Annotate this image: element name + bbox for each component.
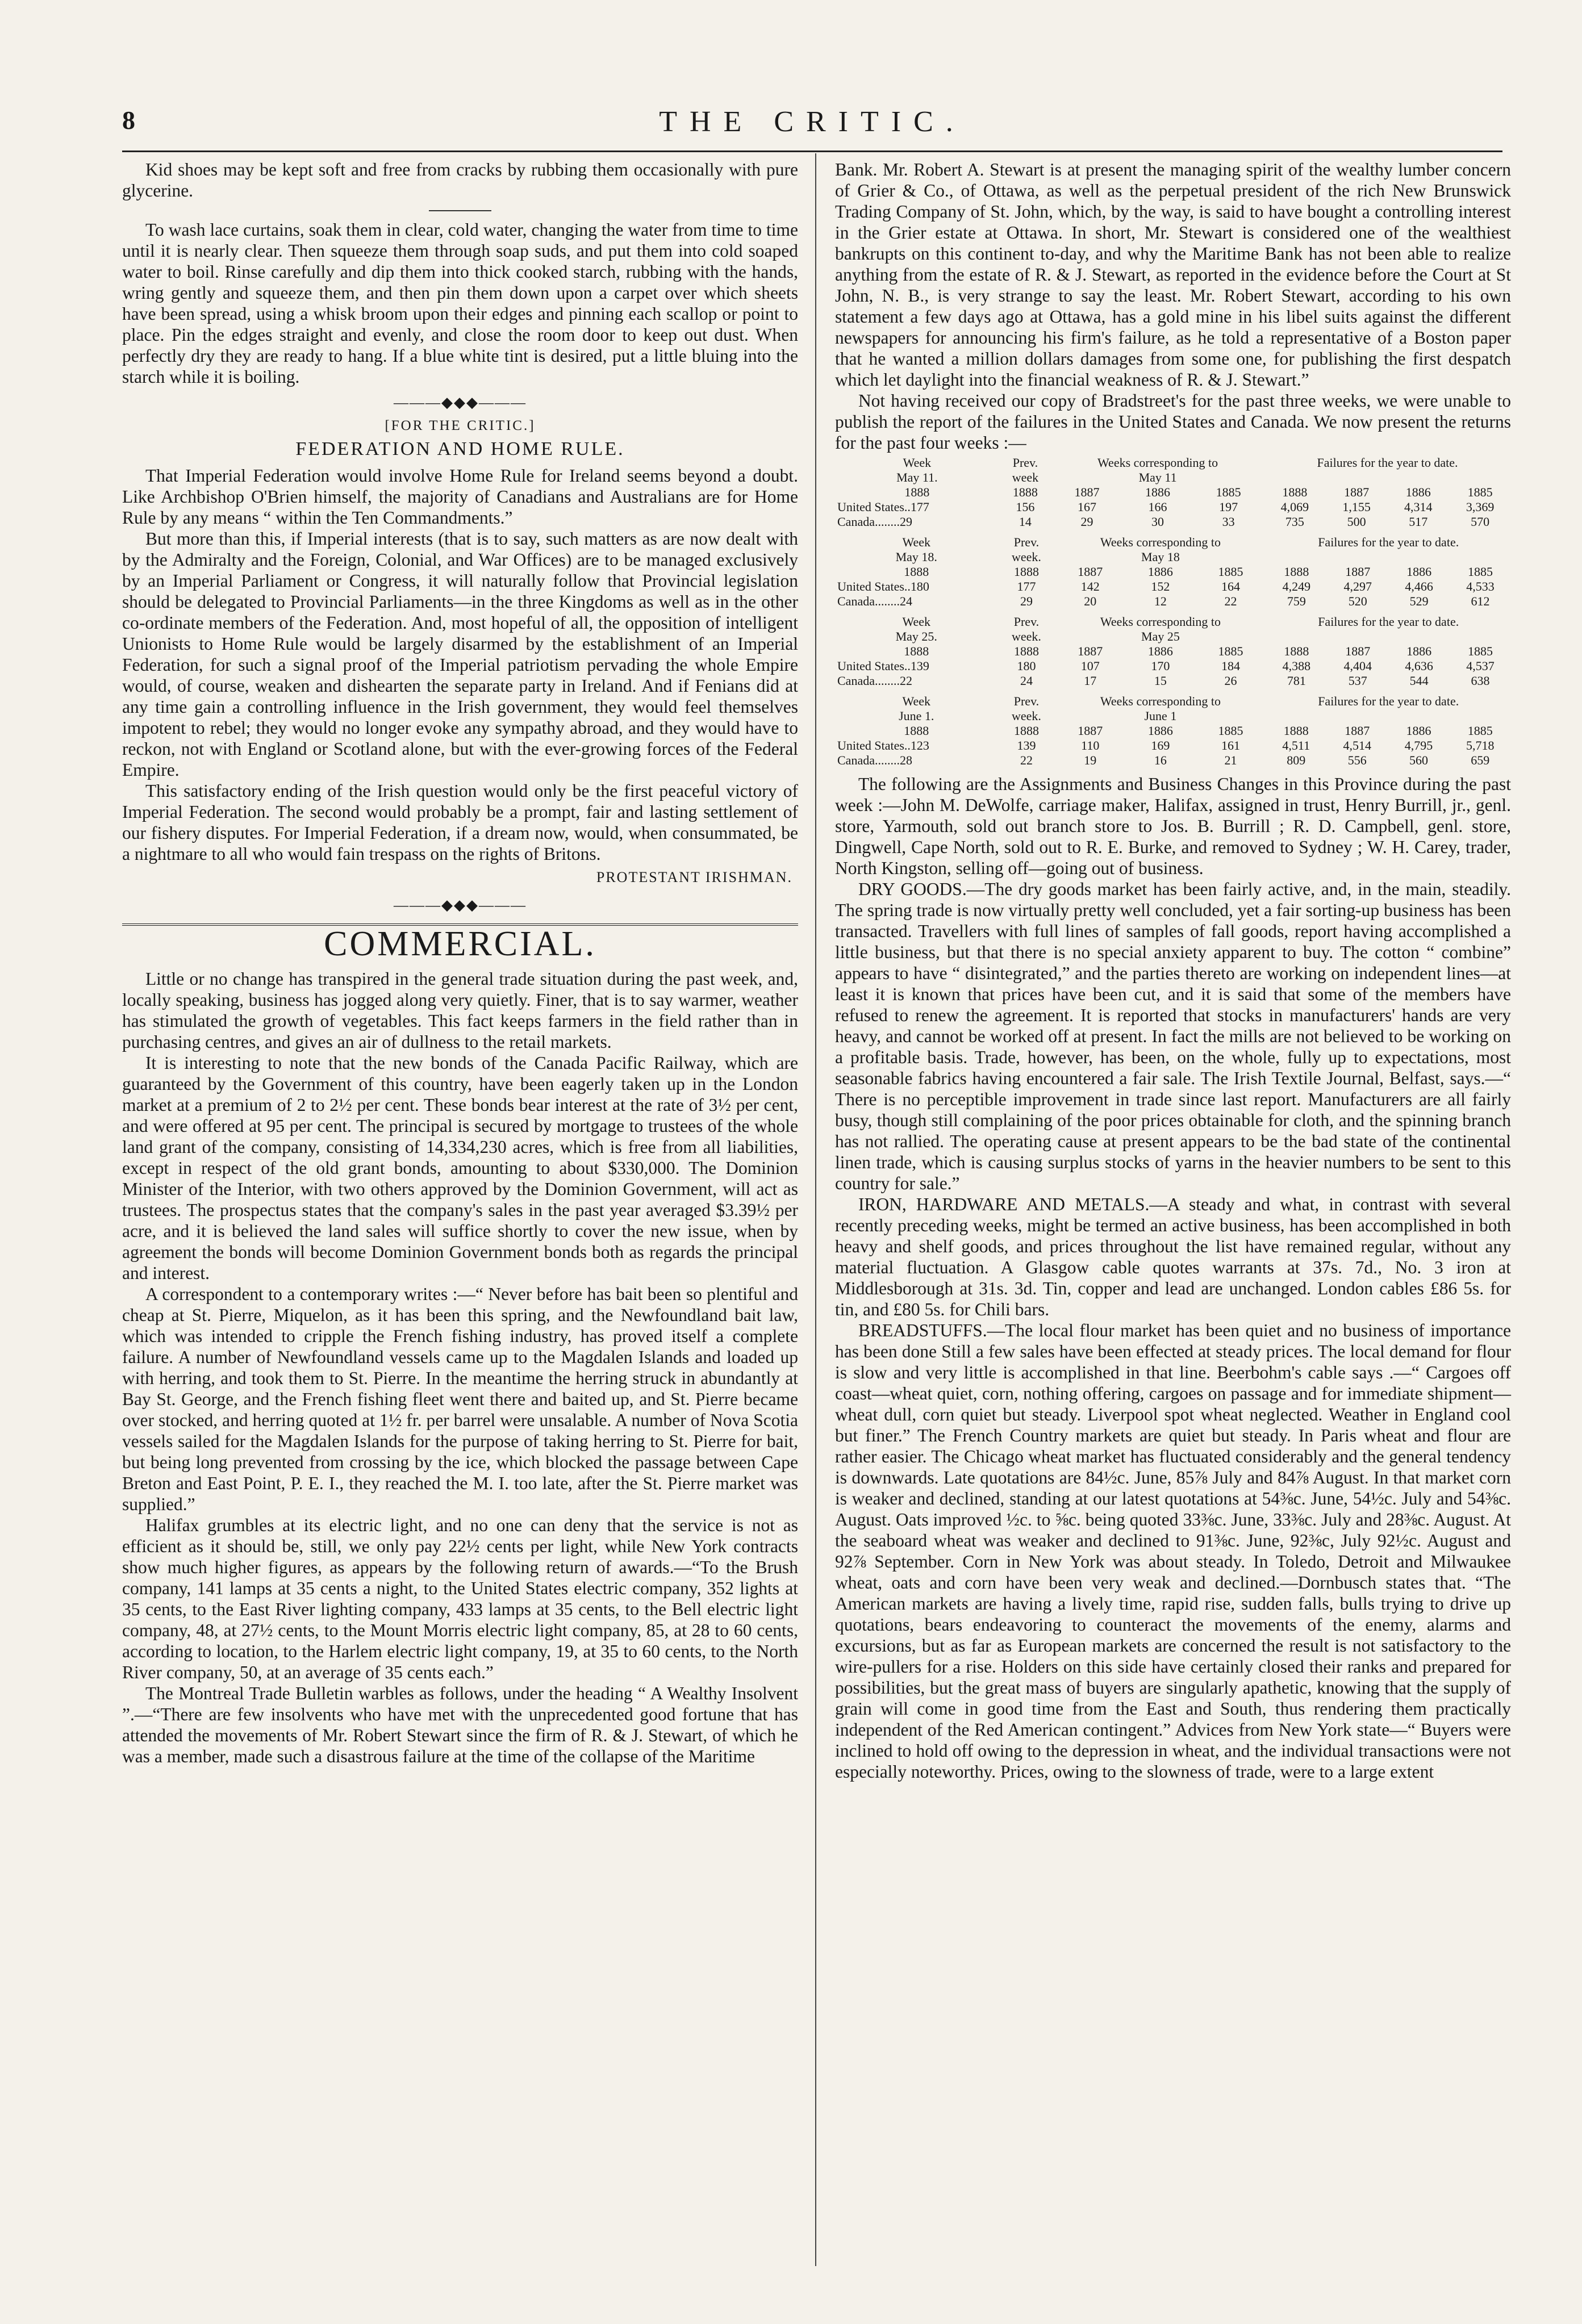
table-cell: 161 (1221, 738, 1241, 753)
year-cell: 1885 (1218, 644, 1243, 658)
year-cell: 1885 (1468, 565, 1493, 579)
header-cell: Failures for the year to date. (1317, 455, 1458, 470)
ornament-divider: ———◆◆◆——— (394, 897, 527, 913)
failures-table (835, 535, 1511, 609)
header-cell: Weeks corresponding to (1097, 455, 1218, 470)
year-cell: 1888 (1284, 565, 1309, 579)
header-cell: week. (1011, 709, 1041, 723)
year-cell: 1888 (1013, 565, 1039, 579)
row-label: Canada........24 (837, 594, 912, 608)
table-row-years (835, 485, 1511, 500)
table-row (835, 629, 1511, 644)
year-cell: 1888 (904, 485, 930, 499)
table-row (835, 550, 1511, 565)
year-cell: 1888 (1013, 724, 1039, 738)
header-cell (1266, 629, 1511, 644)
header-cell: Week (902, 694, 930, 708)
header-cell: Prev. (1013, 694, 1040, 708)
left-column (122, 159, 798, 1767)
header-cell: Prev. (1013, 535, 1040, 549)
paragraph-commercial-3: A correspondent to a contemporary writes :—“ Never before has bait been so plentiful and cheap at St. Pierre, Miquelon, as it has been this spring, and the Newfoundland bait law, which was intended to cripple the French fishing industry, has proved itself a complete failure. A number of Newfoundland vessels came up to the Magdalen Islands and loaded up with herring, and took them to St. Pierre. In the meantime the herring struck in abundantly at Bay St. George, and the French fishing fleet went there and baited up, and St. Pierre became over stocked, and herring quoted at 1½ fr. per barrel were unsalable. A number of Nova Scotia vessels sailed for the Magdalen Islands for the purpose of taking herring to St. Pierre for bait, but being long prevented from crossing by the ice, which blocked the passage between Cape Breton and East Point, P. E. I., they reached the M. I. too late, after the St. Pierre market was supplied.” (122, 1284, 798, 1514)
header-cell: June 1 (1144, 709, 1177, 723)
header-cell (1266, 550, 1511, 565)
header-cell: Week (903, 455, 932, 470)
table-cell: 110 (1081, 738, 1100, 753)
table-cell: 197 (1219, 500, 1238, 514)
row-label: Canada........28 (837, 753, 912, 767)
table-row-canada (835, 594, 1511, 609)
paragraph-federation-2: But more than this, if Imperial interests (that is to say, such matters as are now dealt with by the Admiralty and the Foreign, Colonial, and War Offices) are to be managed exclusively by an Imperial Parliament or Congress, it will naturally follow that Provincial legislation should be delegated to Provincial Parliaments—in the three Kingdoms as well as in the other co-ordinate members of the Federation. And, most hopeful of all, the opposition of intelligent Unionists to Home Rule would be largely disarmed by the establishment of an Imperial Federation, for such a signal proof of the Imperial patriotism pervading the whole Empire would, of course, weaken and dishearten the separate party in Ireland. And if Fenians did at any time gain a controlling influence in the Irish government, they would feel themselves impotent to rebel; they would no longer evoke any sympathy abroad, and they would have to reckon, not with England or Scotland alone, but with the ever-growing forces of the Federal Empire. (122, 529, 798, 780)
iron-text: —A steady and what, in contrast with several recently preceding weeks, might be termed an active business, has been accomplished in both heavy and shelf goods, and prices throughout the list have remained regular, without any material fluctuation. A Glasgow cable quotes warrants at 37s. 7d., No. 3 iron at Middlesborough at 31s. 3d. Tin, copper and lead are unchanged. London cables £86 5s. for tin, and £80 5s. for Chili bars. (835, 1194, 1511, 1319)
table-cell: 4,537 (1466, 659, 1495, 673)
section-rule (429, 210, 491, 211)
table-cell: 19 (1084, 753, 1097, 767)
year-cell: 1888 (904, 565, 929, 579)
year-cell: 1888 (904, 724, 929, 738)
header-cell: Weeks corresponding to (1100, 615, 1221, 629)
year-cell: 1886 (1406, 565, 1432, 579)
table-row (835, 709, 1511, 724)
table-cell: 5,718 (1466, 738, 1495, 753)
year-cell: 1886 (1145, 485, 1171, 499)
table-cell: 570 (1471, 515, 1490, 529)
year-cell: 1886 (1147, 644, 1173, 658)
dry-goods-text: —The dry goods market has been fairly active, and, in the main, steadily. The spring trade is now virtually pretty well concluded, yet a fair sorting-up business has been transacted. Travellers with full lines of samples of fall goods, report having accomplished a little business, but that there is no special anxiety apparent to buy. The cotton “ combine” appears to have “ disintegrated,” and the parties thereto are working on independent lines—at least it is known that prices have been cut, and it is said that some of the members have refused to renew the agreement. It is reported that stocks in manufacturers' hands are very heavy, and cannot be worked off at present. In fact the mills are not believed to be working on a profitable basis. Trade, however, has been, on the whole, fully up to expectations, most seasonable fabrics having encountered a fair sale. The Irish Textile Journal, Belfast, says.—“ There is no perceptible improvement in trade since last report. Manufacturers are all fairly busy, though still complaining of the poor prices obtainable for cloth, and the spinning branch has not rallied. The operating cause at present appears to be the bad state of the continental linen trade, which is causing surplus stocks of yarns in the heavier numbers to be sent to this country for sale.” (835, 879, 1511, 1193)
table-cell: 4,297 (1343, 579, 1372, 593)
table-row-canada (835, 753, 1511, 768)
table-row-us (835, 738, 1511, 753)
year-cell: 1887 (1345, 644, 1371, 658)
table-cell: 139 (1017, 738, 1036, 753)
paragraph-iron (835, 1194, 1511, 1320)
header-cell: week. (1011, 550, 1041, 564)
table-row-us (835, 579, 1511, 594)
header-cell: Weeks corresponding to (1100, 535, 1221, 549)
year-cell: 1888 (904, 644, 929, 658)
table-row-canada (835, 674, 1511, 688)
paragraph-bank: Bank. Mr. Robert A. Stewart is at present the managing spirit of the wealthy lumber concern of Grier & Co., of Ottawa, as well as the perpetual president of the rich New Brunswick Trading Company of St. John, which, by the way, is said to have bought a controlling interest in the Grier estate at Ottawa. In short, Mr. Stewart is considered one of the wealthiest bankrupts on this continent to-day, and why the Maritime Bank has not been able to realize anything from the estate of R. & J. Stewart, as reported in the evidence before the Court at St John, N. B., is very strange to say the least. Mr. Robert Stewart, according to his own statement a few days ago at Ottawa, has a gold mine in his libel suits against the different newspapers for announcing his firm's failure, as he told a representative of a Boston paper that he wanted a million dollars damages from some one, for publishing the first despatch which let daylight into the financial weakness of R. & J. Stewart.” (835, 160, 1511, 390)
table-cell: 517 (1409, 515, 1428, 529)
table-cell: 4,069 (1280, 500, 1309, 514)
table-cell: 26 (1224, 674, 1237, 688)
header-cell (1264, 470, 1511, 485)
header-cell: Week (902, 615, 930, 629)
year-cell: 1887 (1074, 485, 1100, 499)
table-cell: 20 (1084, 594, 1097, 608)
header-cell: Failures for the year to date. (1318, 615, 1459, 629)
paragraph-dry-goods (835, 879, 1511, 1194)
table-cell: 170 (1151, 659, 1170, 673)
table-cell: 809 (1287, 753, 1306, 767)
table-cell: 4,514 (1343, 738, 1371, 753)
header-cell: May 25. (895, 629, 937, 643)
header-cell: May 25 (1141, 629, 1180, 643)
paragraph-breadstuffs (835, 1320, 1511, 1782)
table-cell: 180 (1017, 659, 1036, 673)
masthead (122, 105, 1502, 152)
paragraph-commercial-1: Little or no change has transpired in the general trade situation during the past week, and, locally speaking, business has jogged along very quietly. Finer, that is to say warmer, weather has stimulated the growth of vegetables. This fact keeps farmers in the field rather than in purchasing centres, and gives an air of dullness to the retail markets. (122, 969, 798, 1052)
year-cell: 1886 (1147, 565, 1173, 579)
year-cell: 1885 (1218, 565, 1243, 579)
table-row-years (835, 644, 1511, 659)
table-cell: 156 (1016, 500, 1035, 514)
paragraph-bradstreet: Not having received our copy of Bradstreet's for the past three weeks, we were unable to publish the report of the failures in the United States and Canada. We now present the returns for the past four weeks :— (835, 391, 1511, 453)
paragraph-commercial-4: Halifax grumbles at its electric light, and no one can deny that the service is not as efficient as it should be, still, we only pay 22½ cents per light, while New York contracts show much higher figures, as appears by the following return of awards.—“To the Brush company, 141 lamps at 35 cents a night, to the United States electric company, 352 lights at 35 cents, to the East River lighting company, 433 lamps at 35 cents, to the Bell electric light company, 48, at 27½ cents, to the Mount Morris electric light company, 85, at 28 to 60 cents, according to location, to the Harlem electric light company, 19, at 35 to 60 cents, to the North River company, 50, at an average of 35 cents each.” (122, 1515, 798, 1682)
table-cell: 14 (1019, 515, 1032, 529)
year-cell: 1885 (1467, 724, 1493, 738)
table-row (835, 455, 1511, 470)
paragraph-assignments: The following are the Assignments and Business Changes in this Province during the past week :—John M. DeWolfe, carriage maker, Halifax, assigned in trust, Henry Burrill, jr., genl. store, Yarmouth, sold out branch store to Jos. B. Burrill ; R. D. Campbell, genl. store, Dingwell, Cape North, sold out to R. E. Burke, and removed to Sydney ; W. H. Carey, trader, North Kingston, selling off—going out of business. (835, 774, 1511, 878)
table-cell: 17 (1084, 674, 1097, 688)
header-cell: May 18 (1141, 550, 1180, 564)
table-cell: 184 (1221, 659, 1241, 673)
table-cell: 142 (1080, 579, 1100, 593)
header-cell (1266, 709, 1511, 724)
year-cell: 1885 (1467, 485, 1493, 499)
breadstuffs-text: —The local flour market has been quiet and no business of importance has been done Still a few sales have been effected at steady prices. The local demand for flour is slow and very little is accomplished in that line. Beerbohm's cable says .—“ Cargoes off coast—wheat quiet, corn, nothing offering, cargoes on passage and for immediate shipment—wheat dull, corn quiet but steady. Liverpool spot wheat neglected. Weather in England cool but finer.” The French Country markets are quiet but steady. In Paris wheat and flour are rather easier. The Chicago wheat market has fluctuated considerably and the general tendency is downwards. Late quotations are 84½c. June, 85⅞ July and 84⅞ August. In that market corn is weaker and declined, standing at our latest quotations at 54⅜c. June, 54½c. July and 54⅜c. August. Oats improved ½c. to ⅝c. being quoted 33⅜c. June, 33⅜c. July and 28⅜c. August. At the seaboard wheat was weaker and declined to 91⅜c. June, 92⅜c, July 92½c. August and 92⅞ September. Corn in New York was about steady. In Toledo, Detroit and Milwaukee wheat, oats and corn have been very weak and declined.—Dornbusch states that. “The American markets are having a lively time, rapid rise, sudden falls, bulls trying to drive up quotations, bears endeavoring to counteract the movements of the enemy, alarms and excursions, but as far as European markets are concerned the result is not satisfactory to the wire-pullers for a rise. Holders on this side have certainly closed their ranks and prepared for possibilities, but the great mass of buyers are singularly apathetic, knowing that the supply of grain will come in good time from the East and South, thus rendering them practically independent of the Red American contingent.” Advices from New York state—“ Buyers were inclined to hold off owing to the depression in wheat, and the individual transactions were not especially noteworthy. Prices, owing to the slowness of trade, were to a large extent (835, 1320, 1511, 1782)
table-cell: 16 (1154, 753, 1167, 767)
dry-goods-lead: DRY GOODS. (858, 879, 967, 899)
year-cell: 1888 (1282, 485, 1308, 499)
row-label: United States..180 (837, 579, 929, 593)
right-column (835, 159, 1511, 1782)
for-the-critic-line: [FOR THE CRITIC.] (385, 418, 536, 433)
table-row (835, 615, 1511, 629)
year-cell: 1886 (1406, 724, 1431, 738)
table-cell: 544 (1409, 674, 1429, 688)
table-cell: 24 (1020, 674, 1033, 688)
table-cell: 22 (1224, 594, 1237, 608)
row-label: Canada........22 (837, 674, 912, 688)
table-cell: 4,314 (1404, 500, 1433, 514)
year-cell: 1886 (1406, 644, 1432, 658)
paragraph-commercial-5: The Montreal Trade Bulletin warbles as follows, under the heading “ A Wealthy Insolvent ”.—“There are few insolvents who have met with the unprecedented good fortune that has attended the movements of Mr. Robert Stewart since the firm of R. & J. Stewart, of which he was a member, made such a disastrous failure at the time of the collapse of the Maritime (122, 1683, 798, 1766)
table-cell: 4,533 (1466, 579, 1495, 593)
article-signature: PROTESTANT IRISHMAN. (596, 869, 792, 885)
table-cell: 781 (1287, 674, 1306, 688)
year-cell: 1886 (1147, 724, 1173, 738)
table-cell: 29 (1080, 515, 1093, 529)
year-cell: 1887 (1078, 724, 1103, 738)
header-cell: June 1. (899, 709, 934, 723)
row-label: Canada........29 (837, 515, 912, 529)
year-cell: 1888 (1012, 485, 1038, 499)
paragraph-kid-shoes: Kid shoes may be kept soft and free from cracks by rubbing them occasionally with pure glycerine. (122, 160, 798, 200)
header-cell: week. (1011, 629, 1041, 643)
year-cell: 1885 (1216, 485, 1241, 499)
table-cell: 520 (1348, 594, 1367, 608)
table-cell: 164 (1221, 579, 1241, 593)
table-cell: 4,388 (1282, 659, 1311, 673)
year-cell: 1888 (1284, 644, 1309, 658)
table-cell: 152 (1151, 579, 1170, 593)
table-row (835, 535, 1511, 550)
table-cell: 4,511 (1282, 738, 1310, 753)
table-cell: 537 (1348, 674, 1367, 688)
table-cell: 612 (1471, 594, 1490, 608)
year-cell: 1885 (1218, 724, 1243, 738)
table-cell: 167 (1077, 500, 1096, 514)
table-row (835, 470, 1511, 485)
header-cell: Prev. (1013, 615, 1040, 629)
header-cell: Prev. (1012, 455, 1038, 470)
iron-lead: IRON, HARDWARE AND METALS. (858, 1194, 1150, 1214)
year-cell: 1885 (1468, 644, 1493, 658)
page-number: 8 (122, 106, 135, 135)
year-cell: 1887 (1078, 644, 1103, 658)
row-label: United States..177 (837, 500, 929, 514)
table-row-us (835, 500, 1511, 515)
commercial-heading: COMMERCIAL. (122, 923, 798, 955)
table-cell: 4,404 (1343, 659, 1372, 673)
header-cell: Weeks corresponding to (1100, 694, 1221, 708)
table-cell: 3,369 (1466, 500, 1495, 514)
table-cell: 638 (1471, 674, 1490, 688)
failures-tables (835, 455, 1511, 768)
table-row (835, 694, 1511, 709)
failures-table (835, 694, 1511, 768)
table-cell: 560 (1409, 753, 1428, 767)
table-cell: 529 (1409, 594, 1429, 608)
year-cell: 1887 (1344, 485, 1370, 499)
table-cell: 30 (1151, 515, 1164, 529)
header-cell: Failures for the year to date. (1318, 535, 1459, 549)
year-cell: 1887 (1345, 565, 1371, 579)
federation-heading: FEDERATION AND HOME RULE. (295, 438, 625, 459)
table-cell: 107 (1080, 659, 1100, 673)
table-cell: 1,155 (1342, 500, 1371, 514)
table-cell: 15 (1154, 674, 1167, 688)
failures-table (835, 455, 1511, 529)
header-cell: May 11. (896, 470, 938, 484)
table-cell: 4,249 (1282, 579, 1311, 593)
table-cell: 177 (1017, 579, 1036, 593)
table-cell: 22 (1020, 753, 1033, 767)
breadstuffs-lead: BREADSTUFFS. (858, 1320, 987, 1340)
table-cell: 169 (1151, 738, 1170, 753)
row-label: United States..139 (837, 659, 929, 673)
header-cell: May 11 (1138, 470, 1177, 484)
year-cell: 1886 (1405, 485, 1431, 499)
failures-table (835, 615, 1511, 688)
table-cell: 4,636 (1405, 659, 1433, 673)
year-cell: 1887 (1345, 724, 1370, 738)
paragraph-lace-curtains: To wash lace curtains, soak them in clear, cold water, changing the water from time to time until it is nearly clear. Then squeeze them through soap suds, and put them into cold soaped water to boil. Rinse carefully and dip them into thick cooked starch, rubbing with the hands, wring gently and squeeze them, and then pin them down upon a carpet over which sheets have been spread, using a whisk broom upon their edges and pinning each scallop or point to place. Pin the edges straight and evenly, and close the room door to keep out dust. When perfectly dry they are ready to hang. If a blue white tint is desired, put a little bluing into the starch while it is boiling. (122, 220, 798, 387)
header-cell: Week (902, 535, 930, 549)
row-label: United States..123 (837, 738, 929, 753)
table-cell: 659 (1471, 753, 1490, 767)
paragraph-federation-3: This satisfactory ending of the Irish question would only be the first peaceful victory of Imperial Federation. The second would probably be a prompt, fair and lasting settlement of our fishery disputes. For Imperial Federation, if a dream now, would, when consummated, be a nightmare to all who would fain trespass on the rights of Britons. (122, 781, 798, 864)
paper-title: THE CRITIC. (659, 106, 966, 138)
header-cell: week (1012, 470, 1039, 484)
table-row-canada (835, 515, 1511, 529)
table-cell: 12 (1154, 594, 1167, 608)
table-row-years (835, 724, 1511, 738)
paragraph-federation-1: That Imperial Federation would involve Home Rule for Ireland seems beyond a doubt. Like Archbishop O'Brien himself, the majority of Canadians and Australians are for Home Rule by any means “ within the Ten Commandments.” (122, 466, 798, 528)
header-cell: Failures for the year to date. (1318, 694, 1459, 708)
table-row-years (835, 565, 1511, 579)
table-cell: 4,795 (1404, 738, 1433, 753)
table-row-us (835, 659, 1511, 674)
ornament-divider: ———◆◆◆——— (394, 394, 527, 411)
table-cell: 735 (1285, 515, 1304, 529)
paragraph-commercial-2: It is interesting to note that the new bonds of the Canada Pacific Railway, which are guaranteed by the Government of this country, have been eagerly taken up in the London market at a premium of 2 to 2½ per cent. These bonds bear interest at the rate of 3½ per cent, and were offered at 95 per cent. The principal is secured by mortgage to trustees of the whole land grant of the company, consisting of 14,334,230 acres, which is free from all liabilities, except in respect of the old grant bonds, amounting to about $330,000. The Dominion Minister of the Interior, with two others approved by the Dominion Government, will act as trustees. The prospectus states that the company's sales in the past year averaged $3.39½ per acre, and it is believed the land sales will suffice shortly to cover the new issue, when by agreement the bonds will become Dominion Government bonds both as regards the principal and interest. (122, 1053, 798, 1283)
table-cell: 166 (1148, 500, 1167, 514)
table-cell: 33 (1222, 515, 1235, 529)
table-cell: 759 (1287, 594, 1306, 608)
table-cell: 500 (1347, 515, 1366, 529)
table-cell: 21 (1224, 753, 1237, 767)
column-divider (815, 153, 816, 2266)
year-cell: 1888 (1283, 724, 1309, 738)
table-cell: 556 (1347, 753, 1367, 767)
header-cell: May 18. (895, 550, 937, 564)
year-cell: 1887 (1078, 565, 1103, 579)
table-cell: 29 (1020, 594, 1033, 608)
year-cell: 1888 (1013, 644, 1039, 658)
table-cell: 4,466 (1405, 579, 1433, 593)
